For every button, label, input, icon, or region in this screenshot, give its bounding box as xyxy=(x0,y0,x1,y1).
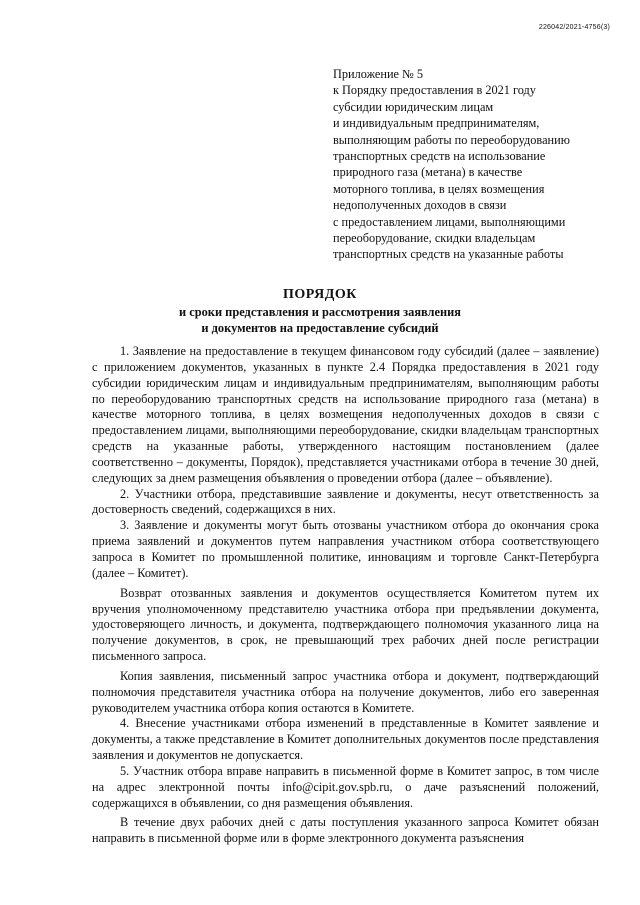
appendix-line: переоборудование, скидки владельцам xyxy=(333,231,536,246)
document-body xyxy=(92,344,599,847)
appendix-line: моторного топлива, в целях возмещения xyxy=(333,181,545,196)
paragraph-3-return: Возврат отозванных заявления и документов осуществляется Комитетом путем их вручения уполномоченному представителю участника отбора при предъявлении документа, удостоверяющего личность, и документа, подтверждающего полномочия указанного лица на получение документов, в срок, не превышающий трех рабочих дней после регистрации письменного запроса. xyxy=(92,585,599,664)
document-number: 226042/2021-4756(3) xyxy=(538,24,610,31)
paragraph-5-deadline: В течение двух рабочих дней с даты поступления указанного запроса Комитет обязан направить в письменной форме или в форме электронного документа разъяснения xyxy=(92,815,599,846)
paragraph-4: 4. Внесение участниками отбора изменений в представленные в Комитет заявление и документы, а также представление в Комитет дополнительных документов после представления заявления и документов не допускается. xyxy=(92,716,599,763)
appendix-line: выполняющим работы по переоборудованию xyxy=(333,132,570,147)
title-main: ПОРЯДОК xyxy=(283,287,357,302)
paragraph-2: 2. Участники отбора, представившие заявление и документы, несут ответственность за достоверность сведений, содержащихся в них. xyxy=(92,486,599,517)
appendix-line: субсидии юридическим лицам xyxy=(333,99,494,114)
title-line-2: и документов на предоставление субсидий xyxy=(201,321,439,335)
paragraph-3-copy: Копия заявления, письменный запрос участника отбора и документ, подтверждающий полномочия представителя участника отбора на получение документов, либо его заверенная руководителем участника отбора копия остаются в Комитете. xyxy=(92,668,599,715)
appendix-line: транспортных средств на использование xyxy=(333,149,546,164)
appendix-line: природного газа (метана) в качестве xyxy=(333,165,523,180)
appendix-line: с предоставлением лицами, выполняющими xyxy=(333,214,566,229)
appendix-line: к Порядку предоставления в 2021 году xyxy=(333,83,536,98)
paragraph-1: 1. Заявление на предоставление в текущем финансовом году субсидий (далее – заявление) с приложением документов, указанных в пункте 2.4 Порядка предоставления в 2021 году субсидии юридическим лицам и индивидуальным предпринимателям, выполняющим работы по переоборудованию транспортных средств на использование природного газа (метана) в качестве моторного топлива, в целях возмещения недополученных доходов в связи с предоставлением лицами, выполняющими переоборудование, скидки владельцам транспортных средств на указанные работы, утвержденного настоящим постановлением (далее соответственно – документы, Порядок), представляется участниками отбора в течение 30 дней, следующих за днем размещения объявления о проведении отбора (далее – объявление). xyxy=(92,344,599,485)
appendix-line: транспортных средств на указанные работы xyxy=(333,247,564,262)
paragraph-3: 3. Заявление и документы могут быть отозваны участником отбора до окончания срока приема заявлений и документов путем направления участником отбора соответствующего запроса в Комитет по промышленной политике, инновациям и торговле Санкт-Петербурга (далее – Комитет). xyxy=(92,518,599,580)
appendix-line: Приложение № 5 xyxy=(333,67,424,81)
paragraph-5: 5. Участник отбора вправе направить в письменной форме в Комитет запрос, в том числе на адрес электронной почты info@cipit.gov.spb.ru, о даче разъяснений положений, содержащихся в объявлении, со дня размещения объявления. xyxy=(92,763,599,810)
document-title xyxy=(0,286,640,336)
appendix-header xyxy=(333,66,623,263)
appendix-line: недополученных доходов в связи xyxy=(333,198,507,213)
title-line-1: и сроки представления и рассмотрения заявления xyxy=(178,305,461,319)
appendix-line: и индивидуальным предпринимателям, xyxy=(333,116,540,131)
